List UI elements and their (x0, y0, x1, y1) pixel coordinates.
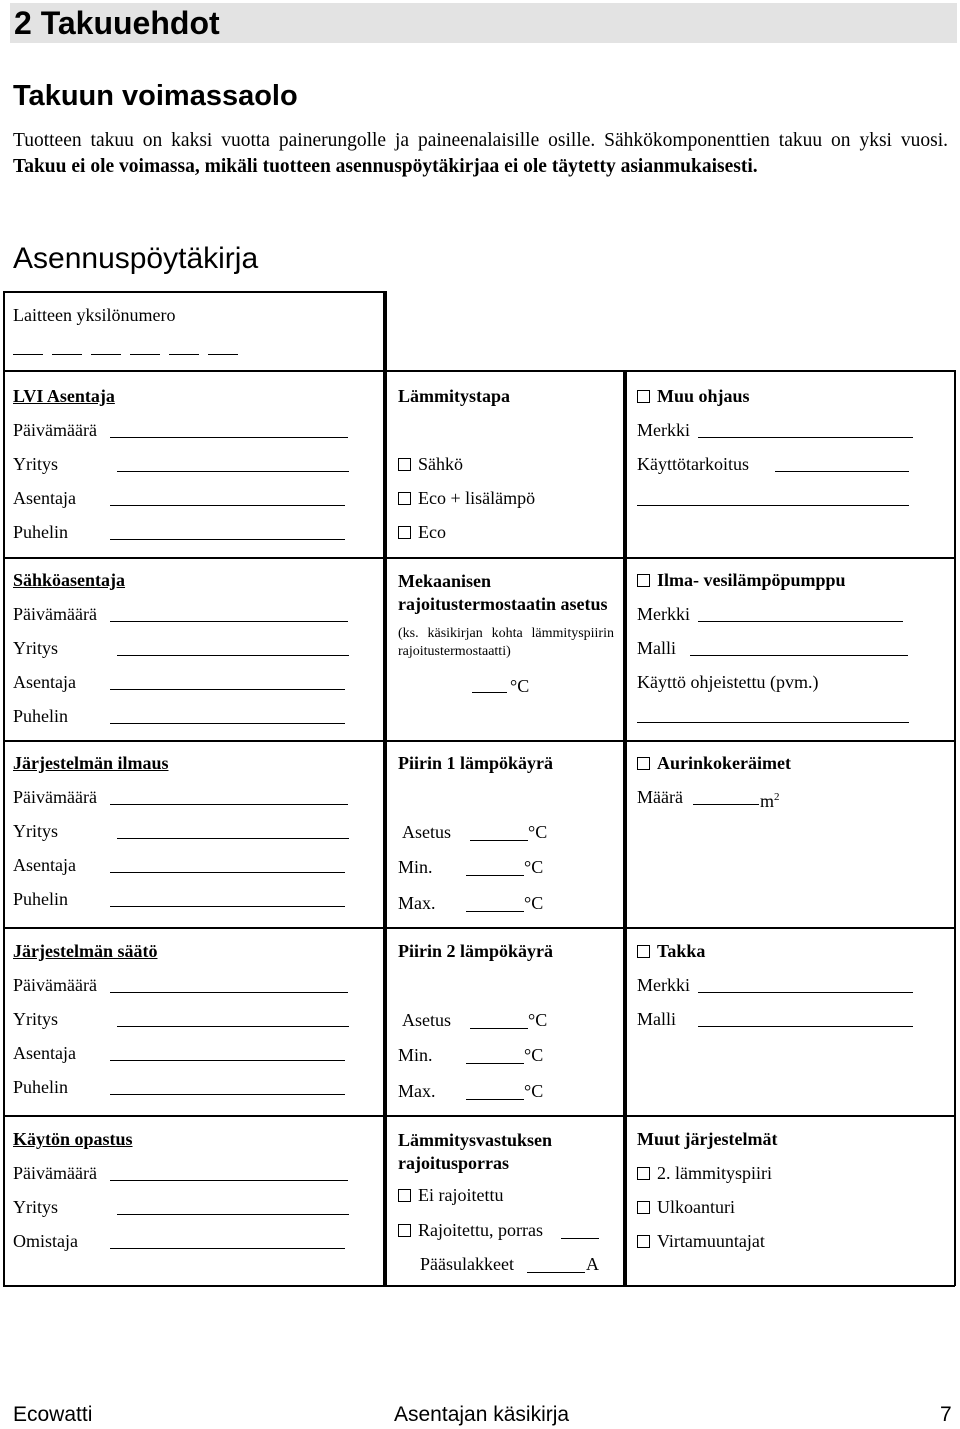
unlimited-checkbox[interactable] (398, 1189, 411, 1202)
outdoor-sensor-option[interactable]: Ulkoanturi (637, 1197, 735, 1217)
current-transformers-checkbox[interactable] (637, 1235, 650, 1248)
circuit1-setting-unit: °C (528, 822, 548, 842)
circuit2-min-label: Min. (398, 1045, 433, 1065)
bleeding-company-field[interactable] (117, 838, 349, 839)
other-systems-title: Muut järjestelmät (637, 1129, 778, 1149)
chapter-title: 2 Takuuehdot (10, 3, 957, 43)
circuit1-title: Piirin 1 lämpökäyrä (398, 753, 554, 773)
lvi-installer-field[interactable] (110, 505, 345, 506)
adjustment-title: Järjestelmän säätö (13, 941, 158, 961)
fireplace-option[interactable]: Takka (637, 941, 705, 961)
footer-brand: Ecowatti (13, 1403, 93, 1426)
electrician-date-field[interactable] (110, 621, 348, 622)
current-transformers-option[interactable]: Virtamuuntajat (637, 1231, 765, 1251)
guidance-company-field[interactable] (117, 1214, 349, 1215)
fireplace-checkbox[interactable] (637, 945, 650, 958)
guidance-owner-label: Omistaja (13, 1231, 78, 1251)
electrician-title: Sähköasentaja (13, 570, 126, 590)
adjustment-phone-field[interactable] (110, 1094, 345, 1095)
circuit2-setting-label: Asetus (402, 1010, 451, 1030)
warranty-text-bold: Takuu ei ole voimassa, mikäli tuotteen asennuspöytäkirjaa ei ole täytetty asianmukaisesti. (13, 156, 758, 177)
adjustment-installer-label: Asentaja (13, 1043, 76, 1063)
heat-pump-brand-field[interactable] (698, 621, 903, 622)
form-heading: Asennuspöytäkirja (13, 242, 259, 275)
eco-checkbox[interactable] (398, 526, 411, 539)
adjustment-company-field[interactable] (117, 1026, 349, 1027)
main-fuses-field[interactable] (527, 1272, 585, 1273)
mech-thermostat-unit: °C (510, 676, 530, 696)
outdoor-sensor-checkbox[interactable] (637, 1201, 650, 1214)
lvi-phone-field[interactable] (110, 539, 345, 540)
other-control-brand-label: Merkki (637, 420, 690, 440)
circuit2-max-field[interactable] (466, 1099, 524, 1100)
resistor-step-field[interactable] (561, 1238, 599, 1239)
lvi-installer-label: Asentaja (13, 488, 76, 508)
circuit1-setting-field[interactable] (470, 840, 528, 841)
other-control-checkbox[interactable] (637, 390, 650, 403)
guidance-title: Käytön opastus (13, 1129, 133, 1149)
adjustment-company-label: Yritys (13, 1009, 58, 1029)
limited-checkbox[interactable] (398, 1224, 411, 1237)
guidance-owner-field[interactable] (110, 1248, 345, 1249)
warranty-text-plain: Tuotteen takuu on kaksi vuotta painerungolle ja paineenalaisille osille. Sähkökomponenttien takuu on yksi vuosi. (13, 130, 948, 151)
heat-pump-guided-field[interactable] (637, 722, 909, 723)
lvi-company-field[interactable] (117, 471, 349, 472)
footer-page-number: 7 (940, 1403, 952, 1426)
bleeding-date-label: Päivämäärä (13, 787, 97, 807)
heating-eco-option[interactable]: Eco (398, 522, 446, 542)
lvi-installer-title: LVI Asentaja (13, 386, 115, 406)
bleeding-phone-field[interactable] (110, 906, 345, 907)
fireplace-model-field[interactable] (698, 1026, 913, 1027)
resistor-limited-option[interactable]: Rajoitettu, porras (398, 1220, 543, 1240)
circuit2-title: Piirin 2 lämpökäyrä (398, 941, 554, 961)
other-control-purpose-label: Käyttötarkoitus (637, 454, 749, 474)
eco-plus-checkbox[interactable] (398, 492, 411, 505)
heating-method-title: Lämmitystapa (398, 386, 510, 406)
main-fuses-label: Pääsulakkeet (420, 1254, 514, 1274)
guidance-date-label: Päivämäärä (13, 1163, 97, 1183)
heat-pump-brand-label: Merkki (637, 604, 690, 624)
solar-collectors-option[interactable]: Aurinkokeräimet (637, 753, 791, 773)
heat-pump-model-label: Malli (637, 638, 676, 658)
mech-thermostat-field[interactable] (472, 692, 507, 693)
heating-electric-option[interactable]: Sähkö (398, 454, 463, 474)
guidance-company-label: Yritys (13, 1197, 58, 1217)
bleeding-installer-label: Asentaja (13, 855, 76, 875)
electrician-company-label: Yritys (13, 638, 58, 658)
resistor-limit-title: Lämmitysvastuksen rajoitusporras (398, 1130, 553, 1173)
warranty-text (13, 128, 948, 180)
lvi-phone-label: Puhelin (13, 522, 69, 542)
circuit2-max-unit: °C (524, 1081, 544, 1101)
adjustment-phone-label: Puhelin (13, 1077, 69, 1097)
bleeding-title: Järjestelmän ilmaus (13, 753, 169, 773)
bleeding-date-field[interactable] (110, 804, 348, 805)
resistor-unlimited-option[interactable]: Ei rajoitettu (398, 1185, 503, 1205)
circuit1-max-label: Max. (398, 893, 436, 913)
electrician-installer-label: Asentaja (13, 672, 76, 692)
guidance-date-field[interactable] (110, 1180, 348, 1181)
fireplace-model-label: Malli (637, 1009, 676, 1029)
adjustment-installer-field[interactable] (110, 1060, 345, 1061)
mech-thermostat-title: Mekaanisen rajoitustermostaatin asetus (398, 571, 608, 614)
bleeding-phone-label: Puhelin (13, 889, 69, 909)
circuit1-max-field[interactable] (466, 911, 524, 912)
circuit1-setting-label: Asetus (402, 822, 451, 842)
electrician-installer-field[interactable] (110, 689, 345, 690)
circuit2-min-field[interactable] (466, 1063, 524, 1064)
electrician-date-label: Päivämäärä (13, 604, 97, 624)
mech-thermostat-note: (ks. käsikirjan kohta lämmityspiirin rajoitustermostaatti) (398, 626, 614, 659)
circuit1-max-unit: °C (524, 893, 544, 913)
heat-pump-option[interactable]: Ilma- vesilämpöpumppu (637, 570, 846, 590)
main-fuses-unit: A (586, 1254, 599, 1274)
bleeding-company-label: Yritys (13, 821, 58, 841)
heat-pump-model-field[interactable] (690, 655, 908, 656)
solar-amount-field[interactable] (693, 804, 759, 805)
bleeding-installer-field[interactable] (110, 872, 345, 873)
circuit2-min-unit: °C (524, 1045, 544, 1065)
adjustment-date-label: Päivämäärä (13, 975, 97, 995)
other-control-option[interactable]: Muu ohjaus (637, 386, 750, 406)
other-control-purpose-field[interactable] (775, 471, 909, 472)
fireplace-brand-label: Merkki (637, 975, 690, 995)
circuit2-system-checkbox[interactable] (637, 1167, 650, 1180)
solar-checkbox[interactable] (637, 757, 650, 770)
lvi-date-field[interactable] (110, 437, 348, 438)
solar-amount-unit: $m^2$ (760, 791, 780, 811)
solar-amount-label: Määrä (637, 787, 683, 807)
heat-pump-guided-label: Käyttö ohjeistettu (pvm.) (637, 672, 819, 692)
lvi-date-label: Päivämäärä (13, 420, 97, 440)
footer-title: Asentajan käsikirja (394, 1403, 570, 1426)
electrician-company-field[interactable] (117, 655, 349, 656)
heating-eco-plus-option[interactable]: Eco + lisälämpö (398, 488, 535, 508)
serial-label: Laitteen yksilönumero (13, 305, 176, 325)
circuit1-min-label: Min. (398, 857, 433, 877)
circuit2-max-label: Max. (398, 1081, 436, 1101)
lvi-company-label: Yritys (13, 454, 58, 474)
other-control-brand-field[interactable] (698, 437, 913, 438)
adjustment-date-field[interactable] (110, 992, 348, 993)
warranty-heading: Takuun voimassaolo (13, 80, 298, 112)
circuit2-setting-unit: °C (528, 1010, 548, 1030)
circuit1-min-unit: °C (524, 857, 544, 877)
electrician-phone-field[interactable] (110, 723, 345, 724)
circuit2-system-option[interactable]: 2. lämmityspiiri (637, 1163, 772, 1183)
other-control-extra-field[interactable] (637, 505, 909, 506)
heat-pump-checkbox[interactable] (637, 574, 650, 587)
electrician-phone-label: Puhelin (13, 706, 69, 726)
circuit2-setting-field[interactable] (470, 1028, 528, 1029)
fireplace-brand-field[interactable] (698, 992, 913, 993)
electric-checkbox[interactable] (398, 458, 411, 471)
circuit1-min-field[interactable] (466, 875, 524, 876)
